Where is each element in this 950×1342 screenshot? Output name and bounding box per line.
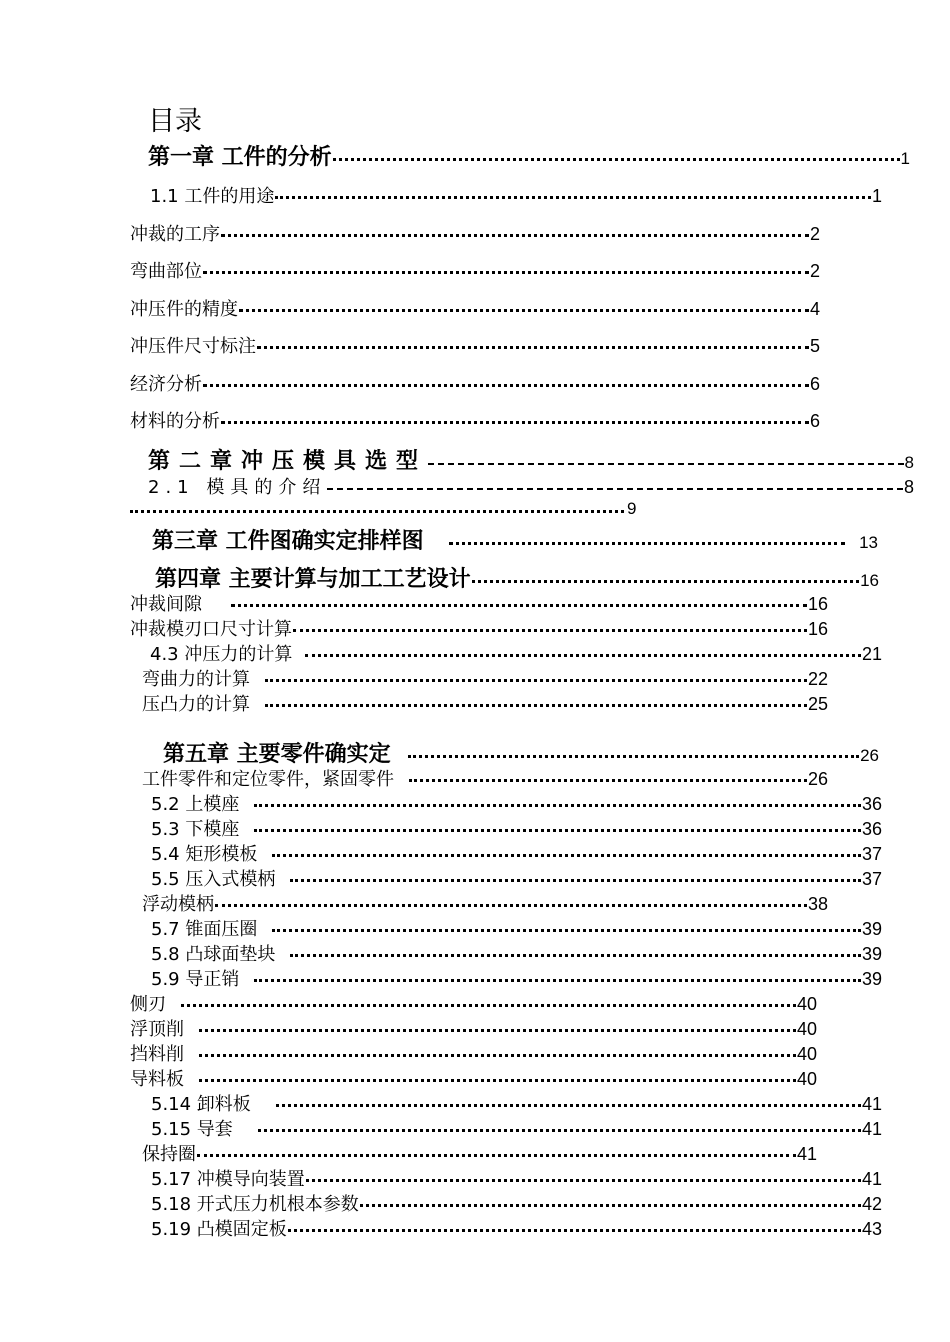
toc-leader bbox=[272, 929, 861, 932]
toc-entry[interactable] bbox=[130, 1040, 817, 1066]
toc-page-number: 40 bbox=[796, 994, 817, 1014]
toc-entry-5-8[interactable] bbox=[151, 940, 882, 966]
toc-entry-label: 4.3 冲压力的计算 bbox=[150, 644, 293, 665]
toc-page-number: 2 bbox=[809, 224, 820, 244]
toc-entry-5-3[interactable] bbox=[151, 815, 882, 841]
toc-entry[interactable] bbox=[142, 690, 828, 716]
toc-leader bbox=[215, 904, 807, 907]
toc-entry-label: 第三章 工件图确实定排样图 bbox=[152, 529, 424, 554]
toc-page-number: 39 bbox=[861, 919, 882, 939]
toc-page-number: 16 bbox=[807, 594, 828, 614]
toc-page-number: 4 bbox=[809, 299, 820, 319]
toc-entry-label: 浮顶削 bbox=[130, 1019, 184, 1040]
toc-entry-label: 第五章 主要零件确实定 bbox=[163, 742, 391, 767]
toc-entry[interactable] bbox=[130, 590, 828, 616]
toc-entry-chapter-2[interactable] bbox=[148, 444, 914, 474]
toc-entry-label: 5.7 锥面压圈 bbox=[151, 919, 258, 940]
toc-page-number: 41 bbox=[861, 1094, 882, 1114]
toc-entry-5-15[interactable] bbox=[151, 1115, 882, 1141]
toc-page-number: 41 bbox=[861, 1119, 882, 1139]
toc-entry[interactable] bbox=[142, 765, 828, 791]
toc-leader bbox=[288, 1229, 861, 1232]
toc-entry-label: 冲裁模刃口尺寸计算 bbox=[130, 619, 292, 640]
toc-leader bbox=[231, 604, 807, 607]
toc-page-number: 41 bbox=[861, 1169, 882, 1189]
toc-entry-5-17[interactable] bbox=[151, 1165, 882, 1191]
toc-page-number: 36 bbox=[861, 794, 882, 814]
toc-entry-5-4[interactable] bbox=[151, 840, 882, 866]
toc-page-number: 22 bbox=[807, 669, 828, 689]
toc-entry-label: 冲裁的工序 bbox=[130, 224, 220, 245]
toc-entry-label: 5.17 冲模导向装置 bbox=[151, 1169, 305, 1190]
toc-page-number: 40 bbox=[796, 1019, 817, 1039]
toc-entry-label: 冲压件的精度 bbox=[130, 299, 238, 320]
toc-page-number: 26 bbox=[807, 769, 828, 789]
toc-entry-label: 5.5 压入式模柄 bbox=[151, 869, 276, 890]
toc-leader bbox=[265, 679, 807, 682]
toc-leader bbox=[290, 954, 861, 957]
toc-leader bbox=[257, 346, 809, 349]
toc-leader bbox=[203, 271, 809, 274]
toc-page-number: 38 bbox=[807, 894, 828, 914]
toc-entry-label: 第二章冲压模具选型 bbox=[148, 449, 428, 474]
toc-entry-label: 5.9 导正销 bbox=[151, 969, 240, 990]
toc-page-number: 6 bbox=[809, 411, 820, 431]
toc-leader bbox=[276, 1104, 861, 1107]
toc-leader bbox=[203, 384, 809, 387]
toc-leader bbox=[254, 804, 861, 807]
toc-entry-label: 压凸力的计算 bbox=[142, 694, 250, 715]
toc-entry-2-1[interactable] bbox=[148, 473, 914, 499]
toc-entry[interactable] bbox=[142, 665, 828, 691]
toc-entry-chapter-4[interactable] bbox=[155, 562, 879, 592]
toc-leader bbox=[181, 1004, 796, 1007]
toc-entry-label: 经济分析 bbox=[130, 374, 202, 395]
toc-page-number: 1 bbox=[900, 149, 910, 168]
toc-entry-label: 5.18 开式压力机根本参数 bbox=[151, 1194, 359, 1215]
toc-entry-label: 1.1 工件的用途 bbox=[150, 186, 275, 207]
toc-page-number: 36 bbox=[861, 819, 882, 839]
toc-entry[interactable] bbox=[130, 332, 820, 358]
toc-entry-label: 5.2 上模座 bbox=[151, 794, 240, 815]
toc-leader bbox=[265, 704, 807, 707]
toc-entry-label: 第四章 主要计算与加工工艺设计 bbox=[155, 567, 471, 592]
toc-entry[interactable] bbox=[130, 407, 820, 433]
toc-leader bbox=[221, 421, 809, 424]
toc-entry-label: 材料的分析 bbox=[130, 411, 220, 432]
toc-page-number: 40 bbox=[796, 1044, 817, 1064]
toc-entry-label: 冲裁间隙 bbox=[130, 594, 202, 615]
toc-page-number: 40 bbox=[796, 1069, 817, 1089]
toc-leader bbox=[199, 1029, 796, 1032]
toc-entry-chapter-5[interactable] bbox=[163, 737, 879, 767]
toc-entry[interactable] bbox=[130, 257, 820, 283]
toc-page-number: 9 bbox=[627, 499, 637, 518]
toc-title: 目录 bbox=[148, 106, 202, 137]
toc-leader bbox=[428, 463, 904, 465]
toc-entry-5-18[interactable] bbox=[151, 1190, 882, 1216]
toc-entry[interactable] bbox=[142, 1140, 817, 1166]
toc-entry-label: 工件零件和定位零件，紧固零件 bbox=[142, 769, 394, 790]
toc-entry-label: 侧刃 bbox=[130, 994, 166, 1015]
toc-entry-5-7[interactable] bbox=[151, 915, 882, 941]
toc-leader bbox=[360, 1204, 861, 1207]
toc-leader bbox=[254, 829, 861, 832]
toc-entry-label: 挡料削 bbox=[130, 1044, 184, 1065]
toc-entry-chapter-1[interactable] bbox=[148, 140, 910, 170]
toc-entry-5-9[interactable] bbox=[151, 965, 882, 991]
toc-leader bbox=[290, 879, 861, 882]
toc-leader bbox=[449, 542, 845, 545]
toc-leader bbox=[275, 196, 871, 199]
toc-entry[interactable] bbox=[130, 1015, 817, 1041]
toc-entry-label: 5.15 导套 bbox=[151, 1119, 233, 1140]
toc-entry[interactable] bbox=[130, 1065, 817, 1091]
toc-leader bbox=[333, 158, 900, 161]
toc-entry-5-5[interactable] bbox=[151, 865, 882, 891]
toc-entry-label: 弯曲力的计算 bbox=[142, 669, 250, 690]
toc-entry-label: 导料板 bbox=[130, 1069, 184, 1090]
toc-leader bbox=[409, 779, 807, 782]
toc-entry-label: 5.8 凸球面垫块 bbox=[151, 944, 276, 965]
toc-page-number: 16 bbox=[807, 619, 828, 639]
toc-page-number: 41 bbox=[796, 1144, 817, 1164]
toc-leader bbox=[272, 854, 861, 857]
toc-leader bbox=[327, 488, 903, 490]
toc-entry-label: 2.1 模具的介绍 bbox=[148, 477, 327, 498]
toc-entry-label: 保持圈 bbox=[142, 1144, 196, 1165]
toc-leader bbox=[472, 580, 859, 583]
toc-leader bbox=[293, 629, 807, 632]
toc-entry[interactable] bbox=[130, 615, 828, 641]
toc-leader bbox=[306, 1179, 861, 1182]
toc-leader bbox=[408, 755, 859, 758]
toc-entry-label: 5.19 凸模固定板 bbox=[151, 1219, 287, 1240]
toc-leader bbox=[239, 309, 809, 312]
toc-page-number: 6 bbox=[809, 374, 820, 394]
toc-entry-chapter-3[interactable] bbox=[152, 524, 878, 554]
toc-page-number: 39 bbox=[861, 944, 882, 964]
toc-leader bbox=[130, 510, 624, 513]
toc-page-number: 25 bbox=[807, 694, 828, 714]
toc-entry-5-14[interactable] bbox=[151, 1090, 882, 1116]
toc-page-number: 26 bbox=[860, 746, 879, 765]
toc-leader bbox=[221, 234, 809, 237]
toc-page-number: 43 bbox=[861, 1219, 882, 1239]
toc-page-number: 5 bbox=[809, 336, 820, 356]
toc-entry-label: 浮动模柄 bbox=[142, 894, 214, 915]
toc-page-number: 8 bbox=[904, 453, 914, 472]
toc-leader bbox=[305, 654, 861, 657]
toc-leader bbox=[199, 1079, 796, 1082]
toc-page-number: 21 bbox=[861, 644, 882, 664]
toc-page-number: 37 bbox=[861, 869, 882, 889]
toc-leader bbox=[254, 979, 861, 982]
toc-entry-5-2[interactable] bbox=[151, 790, 882, 816]
toc-page-number: 16 bbox=[860, 571, 879, 590]
toc-leader bbox=[199, 1054, 796, 1057]
toc-page-number: 42 bbox=[861, 1194, 882, 1214]
toc-entry[interactable] bbox=[142, 890, 828, 916]
toc-leader bbox=[258, 1129, 861, 1132]
toc-entry-label: 弯曲部位 bbox=[130, 261, 202, 282]
toc-entry-label: 冲压件尺寸标注 bbox=[130, 336, 256, 357]
toc-page-number: 8 bbox=[903, 477, 914, 497]
toc-page-number: 1 bbox=[871, 186, 882, 206]
toc-entry-1-1[interactable] bbox=[150, 182, 882, 208]
toc-entry-label: 5.3 下模座 bbox=[151, 819, 240, 840]
toc-entry[interactable] bbox=[130, 220, 820, 246]
toc-entry-label: 5.4 矩形模板 bbox=[151, 844, 258, 865]
toc-leader bbox=[197, 1154, 796, 1157]
toc-entry-5-19[interactable] bbox=[151, 1215, 882, 1241]
toc-page-number: 37 bbox=[861, 844, 882, 864]
toc-entry[interactable] bbox=[130, 370, 820, 396]
toc-page-number: 13 bbox=[859, 533, 878, 552]
toc-entry-label: 第一章 工件的分析 bbox=[148, 145, 332, 170]
toc-entry[interactable] bbox=[130, 295, 820, 321]
toc-entry[interactable] bbox=[130, 990, 817, 1016]
toc-entry-4-3[interactable] bbox=[150, 640, 882, 666]
toc-page-number: 39 bbox=[861, 969, 882, 989]
toc-entry-label: 5.14 卸料板 bbox=[151, 1094, 251, 1115]
toc-page-number: 2 bbox=[809, 261, 820, 281]
